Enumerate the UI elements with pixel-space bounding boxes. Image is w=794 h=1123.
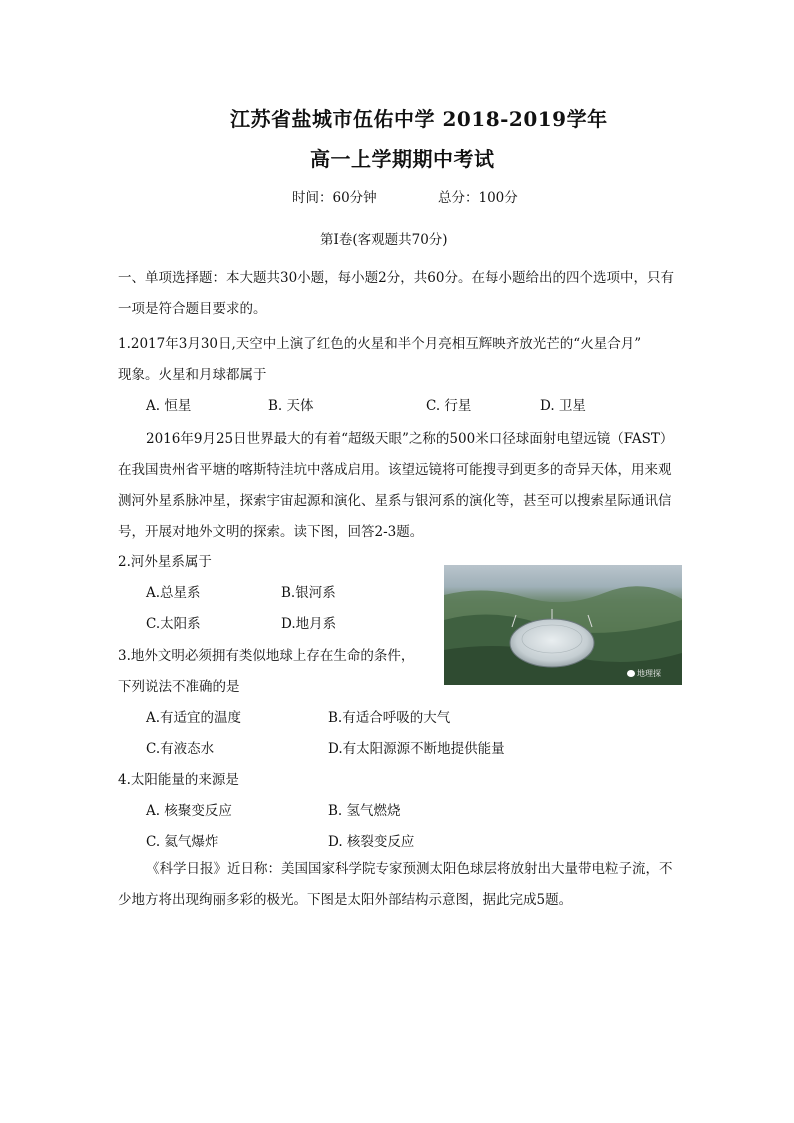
- q4-option-d: D. 核裂变反应: [328, 834, 415, 850]
- q1-option-b: B. 天体: [268, 398, 314, 414]
- exam-title-line2: 高一上学期期中考试: [310, 147, 495, 171]
- watermark-label: 地理探: [627, 668, 661, 679]
- instructions: 一、单项选择题：本大题共30小题，每小题2分，共60分。在每小题给出的四个选项中，只有一项是符合题目要求的。: [118, 270, 674, 317]
- q3-option-a: A.有适宜的温度: [146, 710, 242, 726]
- q3-option-d: D.有太阳源源不断地提供能量: [328, 741, 505, 757]
- q4-option-c: C. 氦气爆炸: [146, 834, 219, 850]
- time-label: 时间：60分钟: [292, 190, 377, 206]
- exam-title-line1: 江苏省盐城市伍佑中学 2018-2019学年: [230, 107, 608, 131]
- q1-option-c: C. 行星: [426, 398, 472, 414]
- telescope-illustration: [444, 565, 682, 685]
- fast-passage: 2016年9月25日世界最大的有着“超级天眼”之称的500米口径球面射电望远镜（FAST）在我国贵州省平塘的喀斯特洼坑中落成启用。该望远镜将可能搜寻到更多的奇异天体，用来观测河外星系脉冲星，探索宇宙起源和演化、星系与银河系的演化等，甚至可以搜索星际通讯信号，开展对地外文明的探索。读下图，回答2-3题。: [118, 431, 674, 540]
- q3-stem-line2: 下列说法不准确的是: [118, 679, 240, 695]
- q1-stem-line1: 1.2017年3月30日,天空中上演了红色的火星和半个月亮相互辉映齐放光芒的“火星合月”: [118, 336, 642, 352]
- q2-option-a: A.总星系: [146, 585, 201, 601]
- q2-option-d: D.地月系: [281, 616, 337, 632]
- q2-stem: 2.河外星系属于: [118, 554, 212, 570]
- fast-telescope-photo: [444, 565, 682, 685]
- q3-stem-line1: 3.地外文明必须拥有类似地球上存在生命的条件，: [118, 648, 415, 664]
- q1-option-a: A. 恒星: [146, 398, 192, 414]
- section-label: 第Ⅰ卷(客观题共70分): [320, 232, 448, 248]
- score-label: 总分：100分: [438, 190, 518, 206]
- q4-option-b: B. 氢气燃烧: [328, 803, 401, 819]
- q3-option-b: B.有适合呼吸的大气: [328, 710, 451, 726]
- q2-option-b: B.银河系: [281, 585, 336, 601]
- q4-option-a: A. 核聚变反应: [146, 803, 232, 819]
- q2-option-c: C.太阳系: [146, 616, 201, 632]
- q1-stem-line2: 现象。火星和月球都属于: [118, 367, 267, 383]
- wechat-icon: [627, 670, 635, 677]
- q1-option-d: D. 卫星: [540, 398, 586, 414]
- q4-stem: 4.太阳能量的来源是: [118, 772, 239, 788]
- q3-option-c: C.有液态水: [146, 741, 215, 757]
- aurora-passage: 《科学日报》近日称：美国国家科学院专家预测太阳色球层将放射出大量带电粒子流，不少地方将出现绚丽多彩的极光。下图是太阳外部结构示意图，据此完成5题。: [118, 861, 673, 908]
